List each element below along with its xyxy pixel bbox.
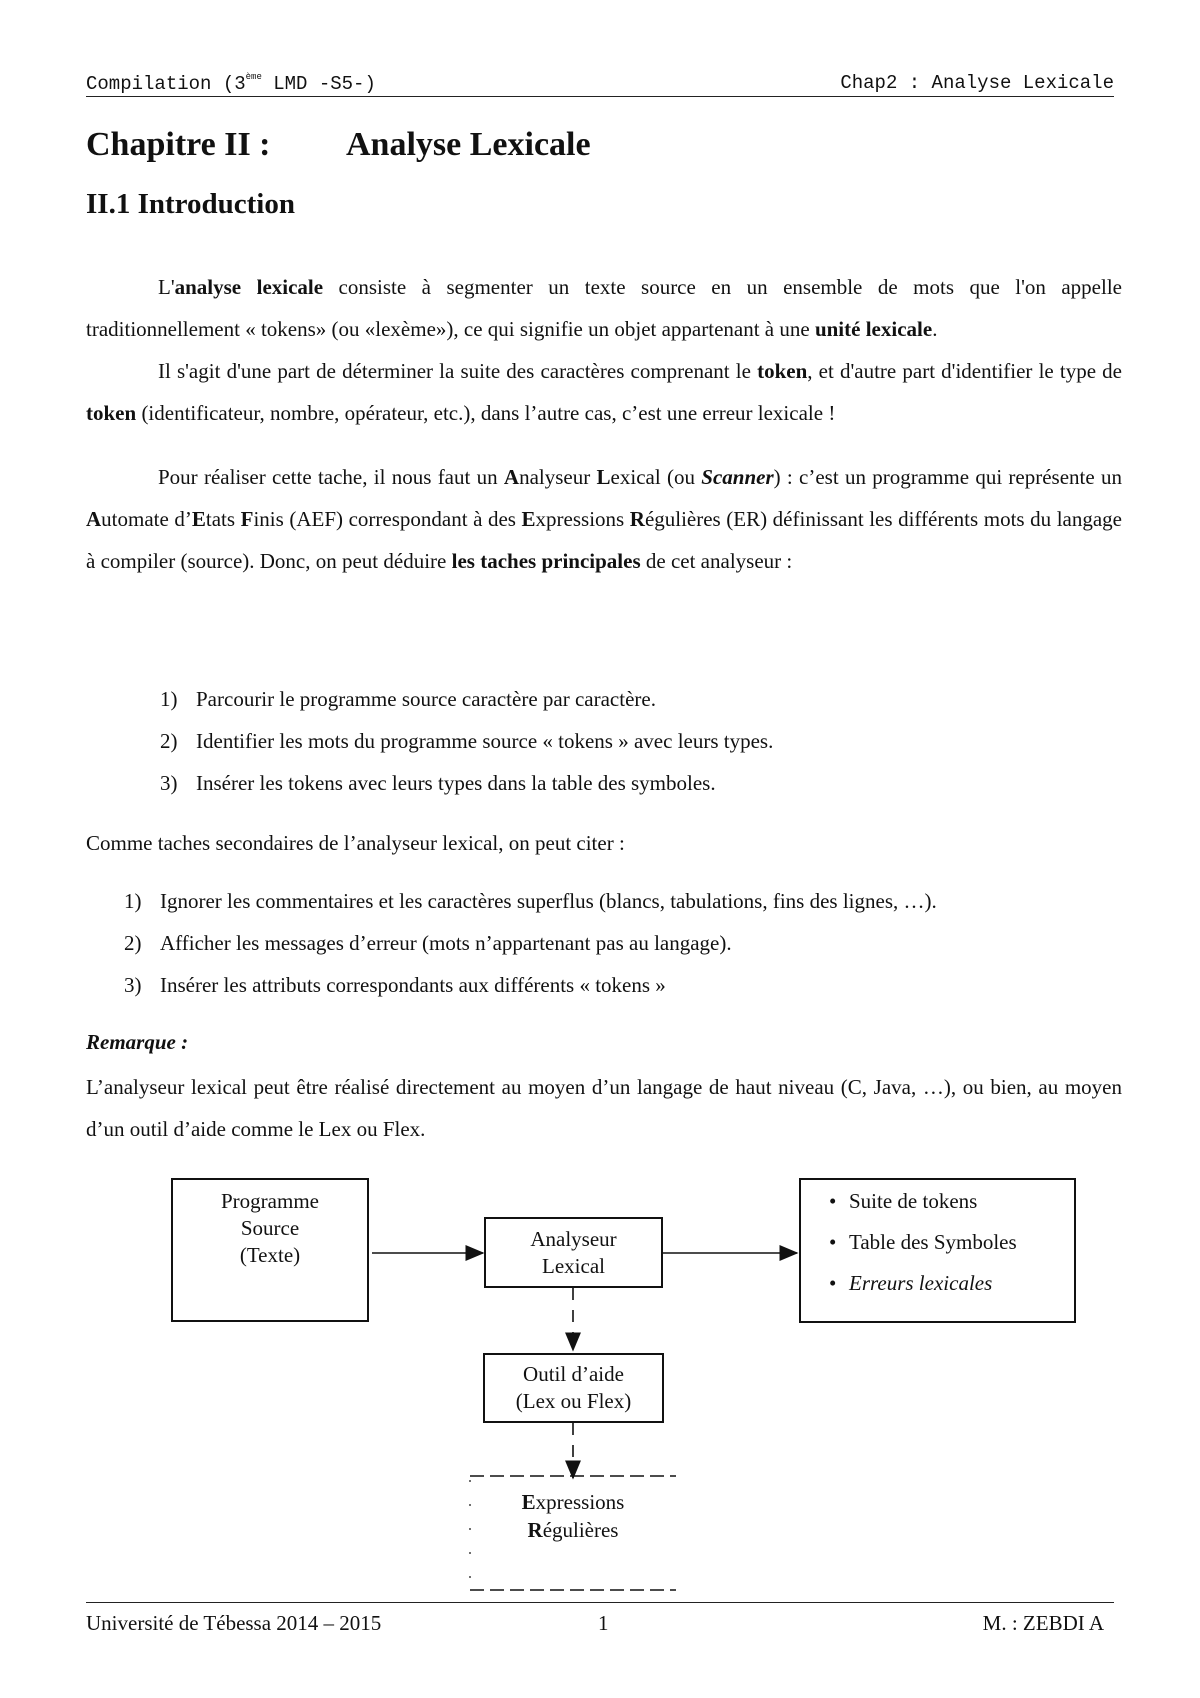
paragraph-2: Il s'agit d'une part de déterminer la suite des caractères comprenant le token, et d'autre part d'identifier le type de token (identificateur, nombre, opérateur, etc.), dans l’autre cas, c’est une erreur lexicale ! (86, 359, 1123, 425)
footer-university: Université de Tébessa 2014 – 2015 (86, 1611, 382, 1635)
list-item: 3) Insérer les tokens avec leurs types dans la table des symboles. (160, 771, 716, 795)
list-item: 2) Afficher les messages d’erreur (mots n’appartenant pas au langage). (124, 931, 732, 955)
remark-text: L’analyseur lexical peut être réalisé directement au moyen d’un langage de haut niveau (C, Java, …), ou bien, au moyen d’un outil d’aide comme le Lex ou Flex. (86, 1075, 1122, 1141)
source-program-box: Programme Source (Texte) (171, 1178, 369, 1322)
list-item: • Suite de tokens (829, 1189, 978, 1213)
page-number: 1 (598, 1611, 609, 1635)
header-chapter: Chap2 : Analyse Lexicale (840, 72, 1114, 94)
lexical-analyzer-box: Analyseur Lexical (484, 1217, 663, 1288)
footer-author: M. : ZEBDI A (982, 1611, 1104, 1635)
chapter-title: Analyse Lexicale (346, 126, 591, 163)
list-item: 3) Insérer les attributs correspondants aux différents « tokens » (124, 973, 666, 997)
page-footer (86, 1602, 1114, 1635)
chapter-label: Chapitre II : (86, 126, 271, 163)
regex-box: Expressions Régulières (521, 1490, 625, 1542)
paragraph-1: L'analyse lexicale consiste à segmenter un texte source en un ensemble de mots que l'on appelle traditionnellement « tokens» (ou «lexème»), ce qui signifie un objet appartenant à une unité lexicale. (86, 275, 1122, 341)
outputs-list (829, 1181, 1017, 1304)
helper-tool-box: Outil d’aide (Lex ou Flex) (483, 1353, 664, 1423)
list-item: 1) Parcourir le programme source caractère par caractère. (160, 687, 656, 711)
remark-label: Remarque : (86, 1030, 189, 1054)
list-item: • Erreurs lexicales (829, 1271, 993, 1295)
header-course: Compilation (3ème LMD -S5-) (86, 72, 376, 95)
paragraph-3: Pour réaliser cette tache, il nous faut un Analyseur Lexical (ou Scanner) : c’est un programme qui représente un Automate d’Etats Finis (AEF) correspondant à des Expressions Régulières (ER) définissant les différents mots du langage à compiler (source). Donc, on peut déduire les taches principales de cet analyseur : (86, 465, 1122, 573)
outputs-box (799, 1178, 1076, 1323)
list-item: 2) Identifier les mots du programme source « tokens » avec leurs types. (160, 729, 774, 753)
list-item: • Table des Symboles (829, 1230, 1017, 1254)
section-heading: II.1 Introduction (86, 188, 295, 220)
list-item: 1) Ignorer les commentaires et les caractères superflus (blancs, tabulations, fins des lignes, …). (124, 889, 937, 913)
secondary-intro: Comme taches secondaires de l’analyseur lexical, on peut citer : (86, 831, 625, 855)
